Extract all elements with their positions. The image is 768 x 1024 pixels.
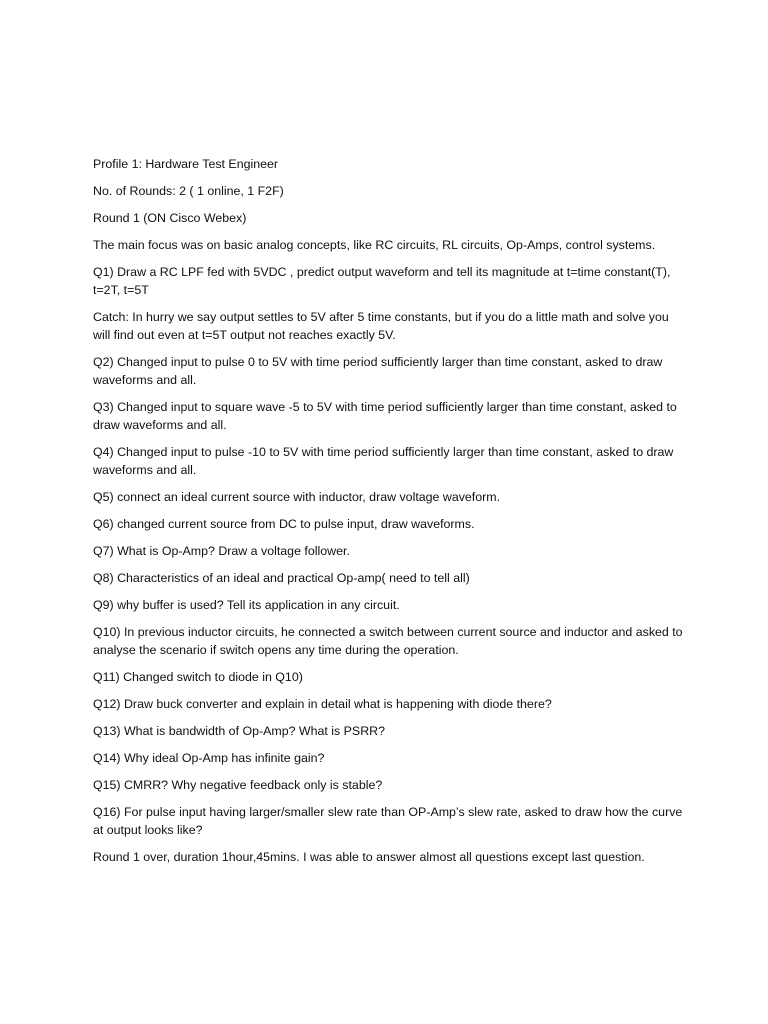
question-q15: Q15) CMRR? Why negative feedback only is stable? — [93, 778, 383, 792]
question-q3: Q3) Changed input to square wave -5 to 5V with time period sufficiently larger than time constant, asked to draw waveforms and all. — [93, 400, 677, 432]
question-q14: Q14) Why ideal Op-Amp has infinite gain? — [93, 751, 325, 765]
question-q2: Q2) Changed input to pulse 0 to 5V with time period sufficiently larger than time constant, asked to draw waveforms and all. — [93, 355, 663, 387]
question-q7: Q7) What is Op-Amp? Draw a voltage follower. — [93, 544, 350, 558]
q1-catch-note: Catch: In hurry we say output settles to 5V after 5 time constants, but if you do a little math and solve you will find out even at t=5T output not reaches exactly 5V. — [93, 310, 669, 342]
round-1-summary: Round 1 over, duration 1hour,45mins. I was able to answer almost all questions except last question. — [93, 850, 645, 864]
question-q13: Q13) What is bandwidth of Op-Amp? What is PSRR? — [93, 724, 385, 738]
round-1-focus: The main focus was on basic analog concepts, like RC circuits, RL circuits, Op-Amps, control systems. — [93, 238, 656, 252]
question-q8: Q8) Characteristics of an ideal and practical Op-amp( need to tell all) — [93, 571, 470, 585]
question-q9: Q9) why buffer is used? Tell its application in any circuit. — [93, 598, 400, 612]
question-q4: Q4) Changed input to pulse -10 to 5V with time period sufficiently larger than time constant, asked to draw waveforms and all. — [93, 445, 674, 477]
round-1-heading: Round 1 (ON Cisco Webex) — [93, 211, 247, 225]
question-q5: Q5) connect an ideal current source with inductor, draw voltage waveform. — [93, 490, 501, 504]
question-q10: Q10) In previous inductor circuits, he connected a switch between current source and inductor and asked to analyse the scenario if switch opens any time during the operation. — [93, 625, 683, 657]
document-body — [93, 155, 683, 875]
question-q1: Q1) Draw a RC LPF fed with 5VDC , predict output waveform and tell its magnitude at t=time constant(T), t=2T, t=5T — [93, 265, 671, 297]
question-q6: Q6) changed current source from DC to pulse input, draw waveforms. — [93, 517, 475, 531]
question-q12: Q12) Draw buck converter and explain in detail what is happening with diode there? — [93, 697, 552, 711]
question-q16: Q16) For pulse input having larger/smaller slew rate than OP-Amp’s slew rate, asked to draw how the curve at output looks like? — [93, 805, 683, 837]
question-q11: Q11) Changed switch to diode in Q10) — [93, 670, 303, 684]
profile-title: Profile 1: Hardware Test Engineer — [93, 157, 279, 171]
rounds-count: No. of Rounds: 2 ( 1 online, 1 F2F) — [93, 184, 284, 198]
